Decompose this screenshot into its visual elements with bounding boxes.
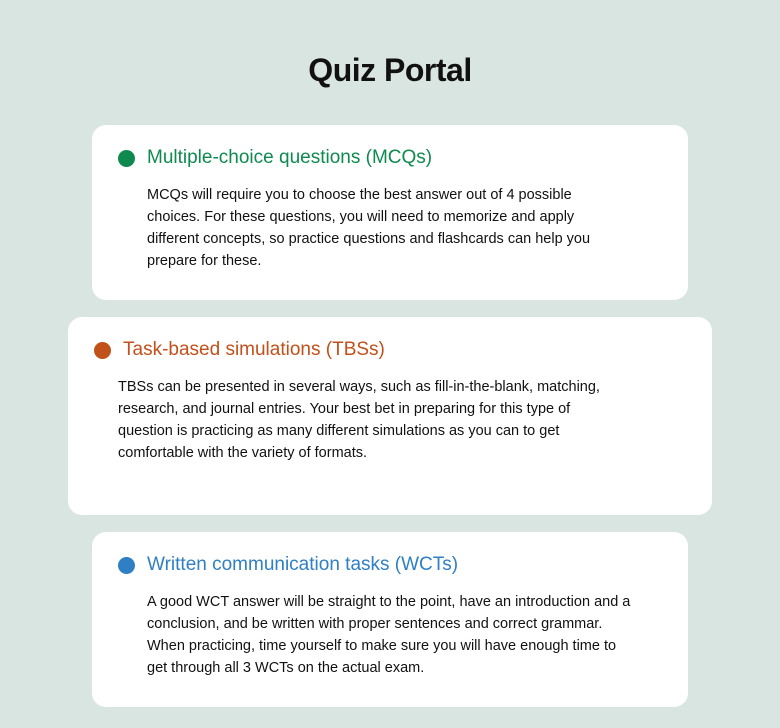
card-body-text: A good WCT answer will be straight to the point, have an introduction and a conclusion, and be written with proper sentences and correct grammar. When practicing, time yourself to make sure you will have enough time to get through all 3 WCTs on the actual exam. xyxy=(147,593,631,677)
card-title: Task-based simulations (TBSs) xyxy=(123,339,385,360)
card-header xyxy=(94,339,686,362)
card-wct xyxy=(92,532,688,707)
card-tbs xyxy=(68,317,712,515)
card-mcq xyxy=(92,125,688,300)
card-body-text: TBSs can be presented in several ways, such as fill-in-the-blank, matching, research, and journal entries. Your best bet in preparing for this type of question is practicing as many different simulations as you can to get comfortable with the variety of formats. xyxy=(118,378,600,462)
page-title: Quiz Portal xyxy=(308,52,472,88)
card-title: Written communication tasks (WCTs) xyxy=(147,554,459,575)
card-header xyxy=(118,147,662,170)
bullet-dot-icon xyxy=(118,557,135,574)
card-body-text: MCQs will require you to choose the best answer out of 4 possible choices. For these questions, you will need to memorize and apply different concepts, so practice questions and flashcards can help you prepare for these. xyxy=(147,186,591,270)
card-title: Multiple-choice questions (MCQs) xyxy=(147,147,433,168)
bullet-dot-icon xyxy=(94,342,111,359)
card-list xyxy=(0,125,780,707)
card-header xyxy=(118,554,662,577)
bullet-dot-icon xyxy=(118,150,135,167)
